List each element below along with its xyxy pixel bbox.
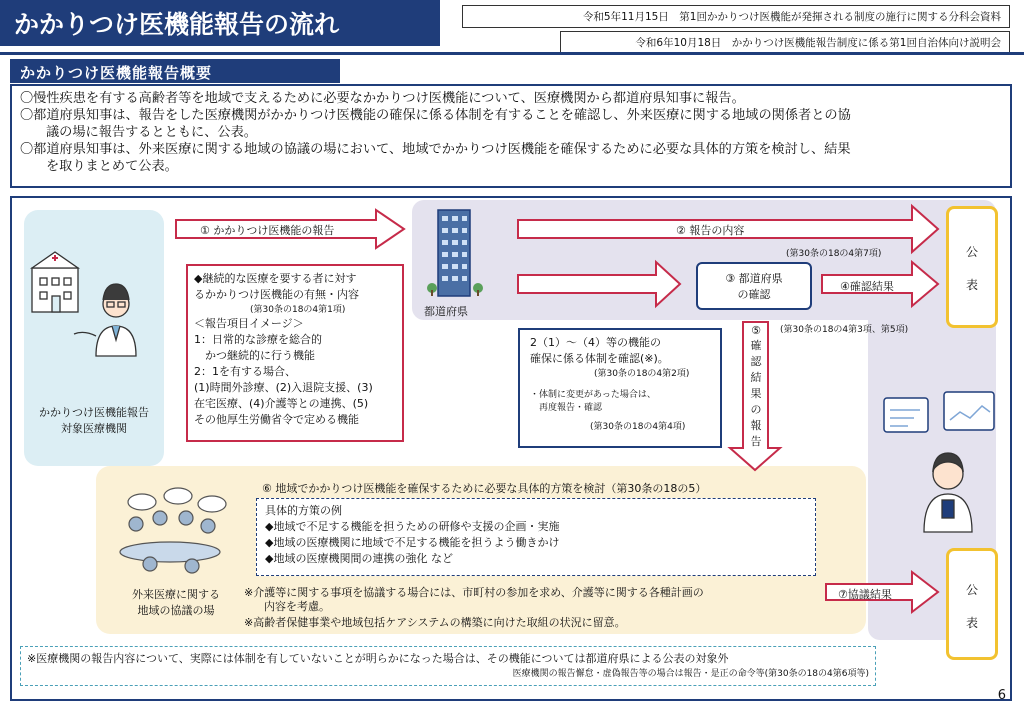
council-label-2: 地域の協議の場 — [137, 604, 215, 617]
arrow-2-label: ② 報告の内容 — [676, 224, 745, 237]
arrow-5-label — [746, 324, 766, 449]
council-note-a2: 内容を考慮。 — [264, 600, 330, 613]
report-line-5: 1：日常的な診療を総合的 — [194, 333, 322, 346]
report-line-9: 在宅医療、(4)介護等との連携、(5) — [194, 397, 369, 410]
bottom-note-small: 医療機関の報告懈怠・虚偽報告等の場合は報告・是正の命令等(第30条の18の4第6項等) — [512, 669, 869, 679]
confirm-detail-1: 2（1）～（4）等の機能の — [530, 336, 661, 349]
bottom-note-box — [20, 646, 876, 686]
summary-line-2b: 議の場に報告するとともに、公表。 — [46, 125, 257, 140]
institution-label-1: かかりつけ医機能報告 — [39, 406, 149, 419]
source-note-1: 令和5年11月15日 第1回かかりつけ医機能が発揮される制度の施行に関する分科会資料 — [462, 5, 1010, 28]
publish-2-char: 公 — [965, 583, 978, 597]
prefecture-confirm-box — [696, 262, 812, 310]
report-line-10: その他厚生労働省令で定める機能 — [194, 413, 359, 426]
report-items-box — [186, 264, 404, 442]
hospital-icon — [32, 252, 78, 312]
confirm-detail-5: 再度報告・確認 — [530, 403, 603, 413]
publish-1-char: 公 — [965, 245, 978, 259]
page-number: 6 — [997, 688, 1006, 703]
confirm-detail-3: (第30条の18の4第2項) — [594, 369, 690, 379]
arrow-5-char: 認 — [750, 355, 762, 368]
step-6-title: ⑥ 地域でかかりつけ医機能を確保するために必要な具体的方策を検討（第30条の18の5） — [262, 482, 707, 495]
measures-heading: 具体的方策の例 — [265, 504, 342, 517]
report-line-2: るかかりつけ医機能の有無・内容 — [194, 288, 359, 301]
summary-line-3b: を取りまとめて公表。 — [46, 159, 178, 174]
report-line-6: かつ継続的に行う機能 — [194, 349, 315, 362]
report-line-1: ◆継続的な医療を要する者に対す — [194, 272, 357, 285]
council-label-1: 外来医療に関する — [132, 588, 220, 601]
arrow-4-label: ④確認結果 — [840, 280, 894, 293]
arrow-5-char: 報 — [750, 419, 762, 432]
publish-box-2 — [946, 548, 998, 660]
summary-line-1: 〇慢性疾患を有する高齢者等を地域で支えるために必要なかかりつけ医機能について、医療機関から都道府県知事に報告。 — [20, 91, 745, 106]
report-line-3: (第30条の18の4第1項) — [250, 305, 346, 315]
institution-label-2: 対象医療機関 — [61, 422, 127, 435]
arrow-5-char: 結 — [750, 371, 762, 384]
arrow-to-confirm — [518, 262, 680, 306]
publish-2-char: 表 — [965, 616, 978, 630]
report-line-7: 2：1を有する場合、 — [194, 365, 296, 378]
source-note-2: 令和6年10月18日 かかりつけ医機能報告制度に係る第1回自治体向け説明会 — [560, 31, 1010, 54]
publish-1-char: 表 — [965, 278, 978, 292]
resident-icon — [924, 453, 972, 532]
confirm-detail-box — [518, 328, 722, 448]
page-title: かかりつけ医機能報告の流れ — [14, 10, 340, 39]
bottom-note: ※医療機関の報告内容について、実際には体制を有していないことが明らかになった場合は、その機能については都道府県による公表の対象外 — [27, 652, 729, 665]
arrow-5-char: 告 — [750, 435, 762, 448]
confirm-detail-4: ・体制に変更があった場合は、 — [530, 390, 656, 400]
arrow-5-char: 確 — [750, 339, 762, 352]
arrow-5-char: の — [750, 403, 762, 416]
measure-1: ◆地域で不足する機能を担うための研修や支援の企画・実施 — [265, 520, 560, 533]
council-note-b: ※高齢者保健事業や地域包括ケアシステムの構築に向けた取組の状況に留意。 — [244, 616, 626, 629]
prefecture-label: 都道府県 — [424, 305, 468, 318]
arrow-5-char: 果 — [750, 387, 762, 400]
building-icon — [427, 210, 483, 296]
measure-2: ◆地域の医療機関に地域で不足する機能を担うよう働きかけ — [265, 536, 560, 549]
confirm-label-2: の確認 — [737, 288, 771, 301]
arrow-1-label: ① かかりつけ医機能の報告 — [200, 224, 335, 237]
report-line-4: ＜報告項目イメージ＞ — [194, 317, 304, 330]
confirm-detail-2: 確保に係る体制を確認(※)。 — [530, 352, 669, 365]
arrow-7-label: ⑦協議結果 — [838, 588, 892, 601]
confirm-label-1: ③ 都道府県 — [725, 272, 783, 285]
summary-line-3a: 〇都道府県知事は、外来医療に関する地域の協議の場において、地域でかかりつけ医機能を確保するために必要な具体的方策を検討し、結果 — [20, 142, 851, 157]
doctor-icon — [74, 284, 136, 356]
arrow-4-reference: (第30条の18の4第3項、第5項) — [780, 325, 909, 335]
measure-3: ◆地域の医療機関間の連携の強化 など — [265, 552, 453, 565]
report-line-8: (1)時間外診療、(2)入退院支援、(3) — [194, 381, 373, 394]
publish-box-1 — [946, 206, 998, 328]
arrow-2-reference: (第30条の18の4第7項) — [786, 249, 882, 259]
arrow-5-char: ⑤ — [751, 324, 761, 337]
meeting-people-icon — [120, 488, 226, 573]
confirm-detail-6: (第30条の18の4第4項) — [590, 422, 686, 432]
measures-box — [256, 498, 816, 576]
council-note-a1: ※介護等に関する事項を協議する場合には、市町村の参加を求め、介護等に関する各種計画の — [244, 586, 704, 599]
screens-icon — [884, 392, 994, 432]
summary-line-2a: 〇都道府県知事は、報告をした医療機関がかかりつけ医機能の確保に係る体制を有することを確認し、外来医療に関する地域の関係者との協 — [20, 108, 851, 123]
summary-heading: かかりつけ医機能報告概要 — [20, 64, 213, 82]
